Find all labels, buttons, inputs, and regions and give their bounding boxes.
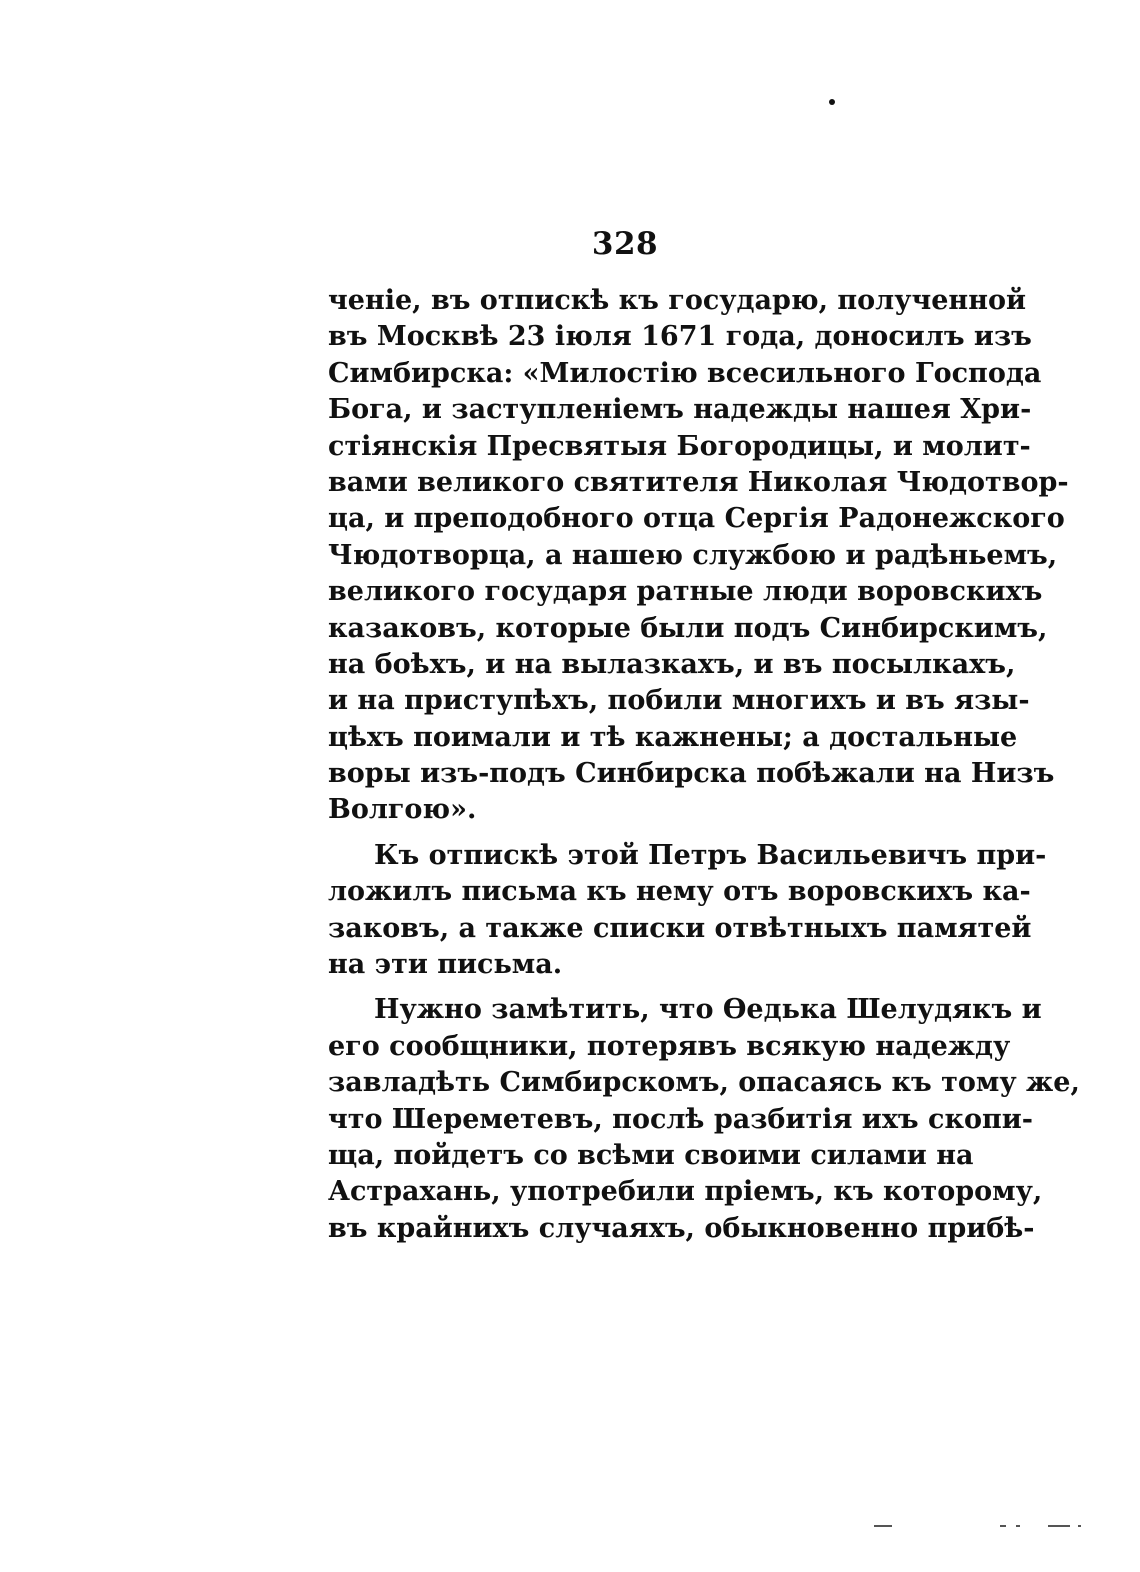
text-line: Волгою». [328, 794, 477, 826]
text-line: на эти письма. [328, 949, 563, 981]
text-line: вами великого святителя Николая Чюдотвор- [328, 466, 1069, 498]
text-line: ца, и преподобного отца Сергія Радонежского [328, 503, 1065, 535]
text-line: что Шереметевъ, послѣ разбитія ихъ скопи- [328, 1103, 1033, 1135]
text-line: его сообщники, потерявъ всякую надежду [328, 1030, 1011, 1062]
ink-speck [829, 99, 835, 105]
scan-artifacts [0, 1525, 1140, 1531]
scan-mark [1078, 1525, 1081, 1527]
text-line: Симбирска: «Милостію всесильного Господа [328, 357, 1042, 389]
paragraph-gap [328, 983, 918, 992]
text-line: завладѣть Симбирскомъ, опасаясь къ тому же, [328, 1067, 1080, 1099]
text-line: Астрахань, употребили пріемъ, къ которому, [328, 1176, 1043, 1208]
text-line: въ крайнихъ случаяхъ, обыкновенно прибѣ- [328, 1212, 1035, 1244]
text-line: великого государя ратные люди воровскихъ [328, 576, 1043, 608]
paragraph-gap [328, 829, 918, 838]
page-number: 328 [591, 226, 659, 262]
text-line: Бога, и заступленіемъ надежды нашея Хри- [328, 394, 1032, 426]
scan-mark [1048, 1525, 1070, 1527]
body-text [328, 283, 1080, 1247]
scan-mark [874, 1525, 892, 1527]
text-line: казаковъ, которые были подъ Синбирскимъ, [328, 612, 1048, 644]
text-line: Чюдотворца, а нашею службою и радѣньемъ, [328, 539, 1058, 571]
paragraph [328, 992, 1080, 1247]
text-line: ща, пойдетъ со всѣми своими силами на [328, 1139, 974, 1171]
text-line: ченіе, въ отпискѣ къ государю, полученной [328, 285, 1026, 316]
text-line: воры изъ-подъ Синбирска побѣжали на Низъ [328, 758, 1055, 790]
text-line: заковъ, а также списки отвѣтныхъ памятей [328, 912, 1032, 944]
scan-mark [1000, 1525, 1006, 1527]
text-line: стіянскія Пресвятыя Богородицы, и молит- [328, 430, 1031, 462]
text-line: въ Москвѣ 23 іюля 1671 года, доносилъ изъ [328, 321, 1032, 353]
text-line: цѣхъ поимали и тѣ кажнены; а достальные [328, 721, 1018, 753]
paragraph [328, 283, 1069, 829]
paragraph [328, 838, 1047, 984]
scan-mark [1016, 1525, 1020, 1527]
text-line: Нужно замѣтить, что Ѳедька Шелудякъ и [374, 994, 1042, 1026]
text-line: на боѣхъ, и на вылазкахъ, и въ посылкахъ, [328, 648, 1016, 680]
text-line: и на приступѣхъ, побили многихъ и въ язы- [328, 685, 1030, 717]
text-line: ложилъ письма къ нему отъ воровскихъ ка- [328, 876, 1031, 908]
text-line: Къ отпискѣ этой Петръ Васильевичъ при- [374, 839, 1047, 871]
